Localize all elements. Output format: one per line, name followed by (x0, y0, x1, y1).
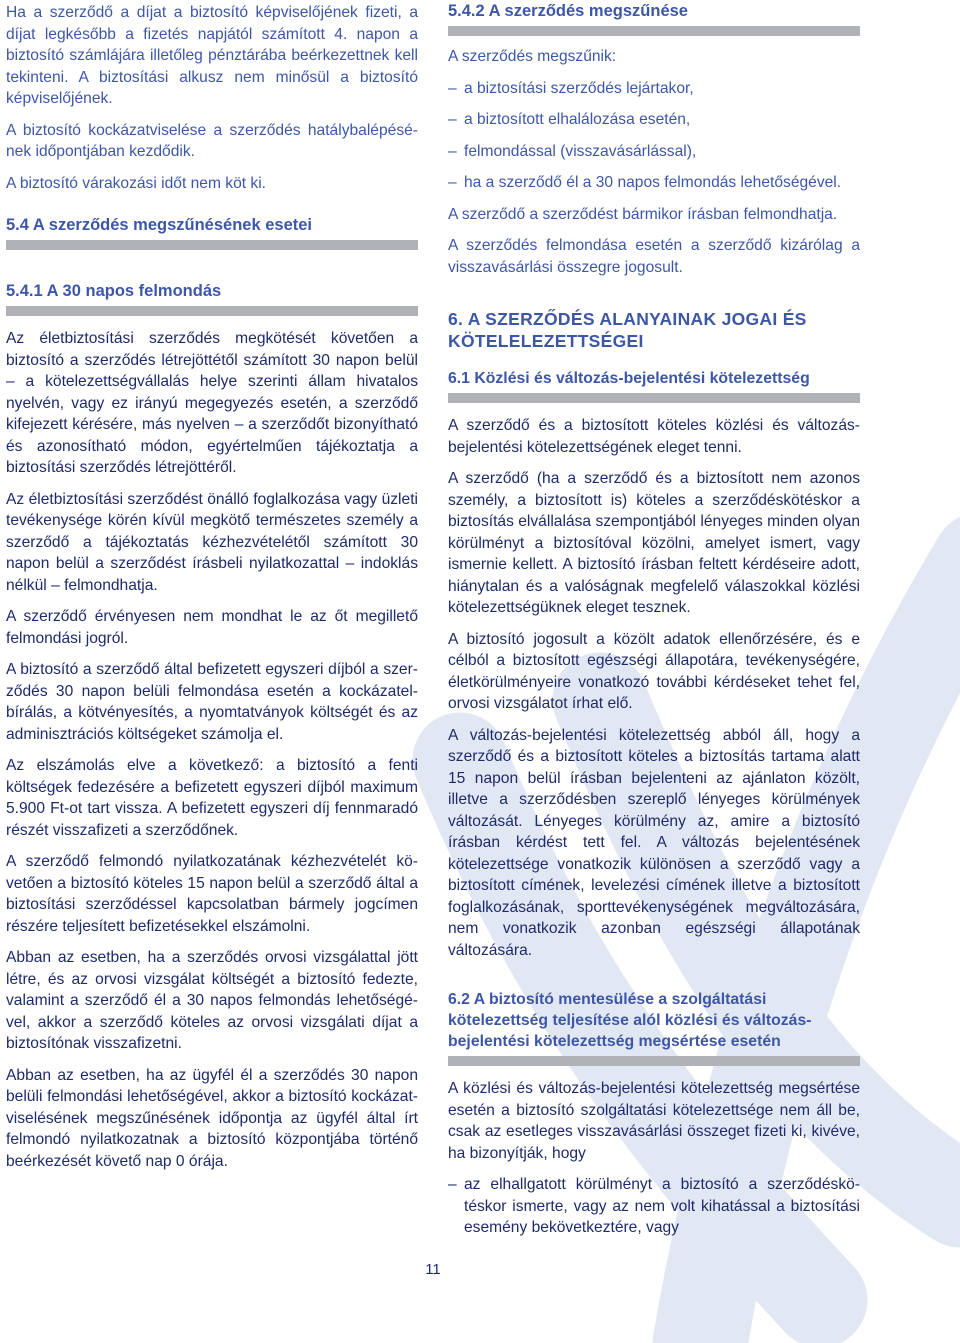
body-paragraph: A szerződő és a biztosított köteles közlési és változásbejelentési kötelezettségének eleget tenni. (448, 417, 860, 456)
body-paragraph: A szerződő érvényesen nem mondhat le az őt megillető felmondási jogról. (6, 608, 418, 647)
exception-list (448, 1174, 860, 1239)
intro-paragraph: Ha a szerződő a díjat a biztosító képviselőjének fizeti, a díjat legkésőbb a fizetés napjától számított 4. napon a biztosító számlájára illetőleg pénztárába beérkezettnek kell tekinteni. A biztosítási alkusz nem minősül a biztosító képviselőjének. (6, 4, 418, 107)
section-heading-6-1: 6.1 Közlési és változás-bejelentési kötelezettség (448, 370, 810, 387)
body-paragraph: A biztosító jogosult a közölt adatok ellenőrzésére, és e célból a biztosított egészségi állapotára, tevékenységére, életkörülményeire vonatkozó további kérdéseket tehet fel, orvosi vizsgálatot írhat elő. (448, 630, 860, 712)
termination-list (448, 78, 860, 194)
body-paragraph: Az életbiztosítási szerződés megkötését követően a biztosító a szerződés létrejöttétől számított 30 napon belül – a kötelezettségvállalás helye szerinti állam hivatalos nyelvén, vagy ez irányú megegyezés esetén, a szerződő kifejezett kérésére, más nyelven – a szerződőt bizonyítható és azonosítható módon, egyértelműen tájékoztatja a biztosítási szerződés létrejöttéről. (6, 330, 418, 476)
left-column (6, 0, 418, 1182)
intro-paragraph: A biztosító várakozási időt nem köt ki. (6, 174, 267, 192)
heading-rule (6, 240, 418, 250)
section-heading-5-4-1: 5.4.1 A 30 napos felmondás (6, 282, 222, 300)
list-item: – a biztosítási szerződés lejártakor, (448, 78, 860, 100)
list-item: – ha a szerződő él a 30 napos felmondás lehetőségével. (448, 172, 860, 194)
body-paragraph: Abban az esetben, ha a szerződés orvosi vizsgálattal jött létre, és az orvosi vizsgálat költségét a biztosító fedezte, valamint a szerződő él a 30 napos felmondás lehetőségével, akkor a szerződő köteles az orvosi vizsgálati díjat a biztosítónak visszafizetni. (6, 949, 418, 1052)
body-paragraph: A változás-bejelentési kötelezettség abból áll, hogy a szerződő és a biztosított köteles a biztosítás tartama alatt 15 napon belül írásban bejelenteni az ajánlaton közölt, illetve a szerződésben szereplő lényeges körülmények változását. Lényeges körülmény az, amire a biztosító írásban kérdést tett fel. A változás bejelentésének kötelezettsége vonatkozik különösen a szerződő vagy a biztosított címének, levelezési címének illetve a biztosított foglalkozásának, sporttevékenységének megváltozására, nem vonatkozik azonban egészségi állapotának változására. (448, 726, 860, 959)
heading-rule (448, 393, 860, 403)
section-heading-5-4: 5.4 A szerződés megszűnésének esetei (6, 216, 313, 234)
body-paragraph: Abban az esetben, ha az ügyfél él a szerződés 30 napon belüli felmondási lehetőségével, akkor a biztosító kockázatviselésének megszűnésének időpontja az ügyfél által írt felmondó nyilatkozatnak a biztosító központjába történő beérkezését követő nap 0 órája. (6, 1066, 418, 1170)
body-paragraph: A biztosító a szerződő által befizetett egyszeri díjból a szerződés 30 napon belüli felmondása esetén a kockázatelbírálás, a kötvényesítés, a nyomtatványok költségét és az adminisztrációs költségeket számolja el. (6, 661, 418, 743)
heading-rule (448, 26, 860, 36)
body-paragraph: A szerződő a szerződést bármikor írásban felmondhatja. (448, 205, 838, 223)
section-heading-6-2: 6.2 A biztosító mentesülése a szolgáltatási kötelezettség teljesítése alól közlési és változásbejelentési kötelezettség megsértése esetén (448, 991, 812, 1050)
section-heading-5-4-2: 5.4.2 A szerződés megszűnése (448, 2, 688, 20)
body-paragraph: A szerződő felmondó nyilatkozatának kézhezvételét követően a biztosító köteles 15 napon belül a szerződő által a biztosítási szerződéssel kapcsolatban bármely jogcímen részére teljesített befizetésekkel elszámolni. (6, 853, 418, 935)
list-item: – az elhallgatott körülményt a biztosító a szerződéskötéskor ismerte, vagy az nem volt kihatással a biztosítási esemény bekövetkeztére, vagy (448, 1174, 860, 1239)
body-paragraph: A szerződő (ha a szerződő és a biztosított nem azonos személy, a biztosított is) köteles a szerződéskötéskor a biztosítás elvállalása szempontjából lényeges minden olyan körülményt a biztosítóval közölni, amelyet ismert, vagy ismernie kellett. A biztosító írásban feltett kérdéseire adott, hiánytalan és a valóságnak megfelelő válaszokkal közlési kötelezettségüknek eleget tesznek. (448, 470, 860, 616)
body-paragraph: A szerződés felmondása esetén a szerződő kizárólag a visszavásárlási összegre jogosult. (448, 237, 860, 276)
list-lead: A szerződés megszűnik: (448, 48, 617, 65)
intro-paragraph: A biztosító kockázatviselése a szerződés hatálybalépésének időpontjában kezdődik. (6, 121, 418, 160)
heading-rule (6, 306, 418, 316)
list-item: – felmondással (visszavásárlással), (448, 141, 860, 163)
page-number: 11 (425, 1261, 441, 1278)
list-item: – a biztosított elhalálozása esetén, (448, 109, 860, 131)
body-paragraph: Az elszámolás elve a következő: a biztosító a fenti költségek fedezésére a befizetett egyszeri díjból maximum 5.900 Ft-ot tart vissza. A befizetett egyszeri díj fennmaradó részét visszafizeti a szerződőnek. (6, 757, 418, 839)
body-paragraph: Az életbiztosítási szerződést önálló foglalkozása vagy üzleti tevékenysége körén kívül megkötő természetes személy a szerződő a tájékoztatás kézhezvételétől számított 30 napon belül a szerződést írásbeli nyilatkozattal – indoklás nélkül – felmondhatja. (6, 490, 418, 594)
heading-rule (448, 1056, 860, 1066)
chapter-heading-6: 6. A SZERZŐDÉS ALANYAINAK JOGAI ÉS KÖTELELEZETTSÉGEI (448, 309, 807, 351)
right-column (448, 0, 860, 1249)
body-paragraph: A közlési és változás-bejelentési kötelezettség megsértése esetén a biztosító szolgáltatási kötelezettsége nem áll be, csak az esetleges visszavásárlási összeget fizeti ki, kivéve, ha bizonyítják, hogy (448, 1080, 860, 1162)
